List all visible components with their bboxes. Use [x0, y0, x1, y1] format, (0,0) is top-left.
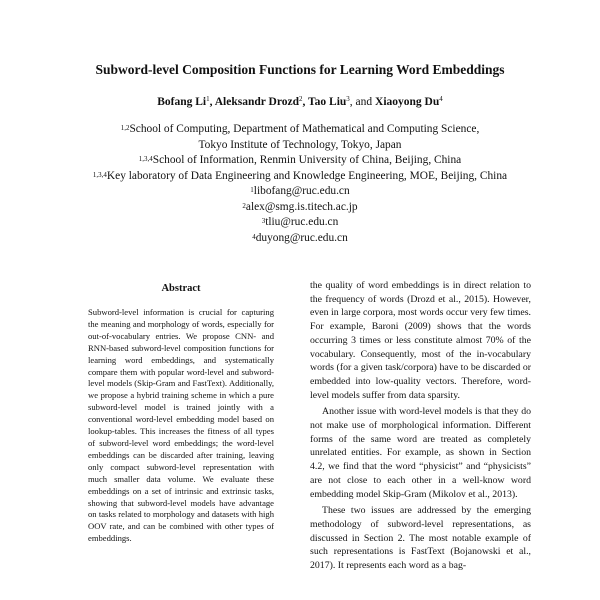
affiliation-mark: 3: [261, 217, 266, 225]
affiliation-line: [0, 138, 600, 154]
affiliation-mark: 2: [242, 201, 246, 210]
affiliation-text: School of Computing, Department of Mathematical and Computing Science,: [129, 123, 480, 135]
author-separator: ,: [209, 96, 215, 108]
author-name: Xiaoyong Du: [375, 96, 440, 108]
paper-title: Subword-level Composition Functions for Learning Word Embeddings: [95, 62, 505, 77]
author-affiliation-mark: 3: [346, 95, 350, 103]
abstract-heading: Abstract: [161, 283, 201, 294]
affiliation-line: [0, 184, 600, 200]
affiliation-text: School of Information, Renmin University of China, Beijing, China: [152, 154, 462, 166]
affiliation-text: Key laboratory of Data Engineering and Knowledge Engineering, MOE, Beijing, China: [106, 169, 508, 182]
affiliation-line: [0, 169, 600, 185]
affiliation-text: Tokyo Institute of Technology, Tokyo, Japan: [198, 138, 402, 151]
affiliation-text: tliu@ruc.edu.cn: [265, 216, 339, 228]
affiliation-mark: 1: [250, 186, 254, 194]
author-name: Tao Liu: [308, 96, 347, 108]
author-name: Bofang Li: [157, 96, 207, 108]
author-list: [0, 96, 600, 108]
affiliation-mark: 1,3,4: [92, 170, 107, 179]
affiliation-line: [0, 200, 600, 216]
author-name: Aleksandr Drozd: [214, 96, 299, 108]
affiliation-mark: 1,3,4: [138, 155, 153, 163]
affiliation-line: [0, 153, 600, 169]
affiliation-text: libofang@ruc.edu.cn: [253, 185, 350, 197]
affiliation-list: [0, 122, 600, 246]
body-paragraph-2: Another issue with word-level models is that they do not make use of morphological information. Different forms of the same word are treated as completely unrelated entities. For example, as shown in Section 4.2, we find that the word “physicist” and “physicists” are not close to each other in a well-know word embedding model Skip-Gram (Mikolov et al., 2013).: [310, 406, 531, 500]
affiliation-line: [0, 122, 600, 138]
author-affiliation-mark: 2: [298, 95, 303, 103]
affiliation-line: [0, 231, 600, 247]
affiliation-mark: 1,2: [120, 124, 130, 132]
affiliation-text: duyong@ruc.edu.cn: [255, 231, 348, 244]
body-column: [310, 279, 531, 576]
author-separator: , and: [349, 96, 376, 108]
affiliation-text: alex@smg.is.titech.ac.jp: [245, 200, 358, 213]
affiliation-line: [0, 215, 600, 231]
author-affiliation-mark: 1: [206, 95, 210, 103]
body-paragraph-3: These two issues are addressed by the emerging methodology of subword-level representations, as discussed in Section 2. The most notable example of such representations is FastText (Bojanowski et al., 2017). It represents each word as a bag-: [310, 505, 531, 572]
author-separator: ,: [302, 96, 309, 108]
author-affiliation-mark: 4: [439, 95, 443, 103]
affiliation-mark: 4: [252, 232, 256, 241]
body-paragraph-1: the quality of word embeddings is in direct relation to the frequency of words (Drozd et al., 2015). However, even in large corpora, most words occur very few times. For example, Baroni (2009) shows that the words occurring 3 times or less constitute almost 70% of the vocabulary. Consequently, most of the in-vocabulary words (for a given task/corpora) have to be discarded or embedded into low-quality vectors. Therefore, word-level models suffer from data sparsity.: [310, 280, 531, 401]
abstract-text: Subword-level information is crucial for capturing the meaning and morphology of words, especially for out-of-vocabulary entries. We propose CNN- and RNN-based subword-level composition functions for learning word embeddings, and systematically compare them with popular word-level and subword-level models (Skip-Gram and FastText). Additionally, we propose a hybrid training scheme in which a pure subword-level model is trained jointly with a conventional word-level embedding model based on lookup-tables. This increases the fitness of all types of subword-level word embeddings; the word-level embeddings can be discarded after training, leaving only compact subword-level representation with much smaller data volume. We evaluate these embeddings on a set of intrinsic and extrinsic tasks, showing that subword-level models have advantage on tasks related to morphology and datasets with high OOV rate, and can be combined with other types of embeddings.: [88, 307, 274, 544]
